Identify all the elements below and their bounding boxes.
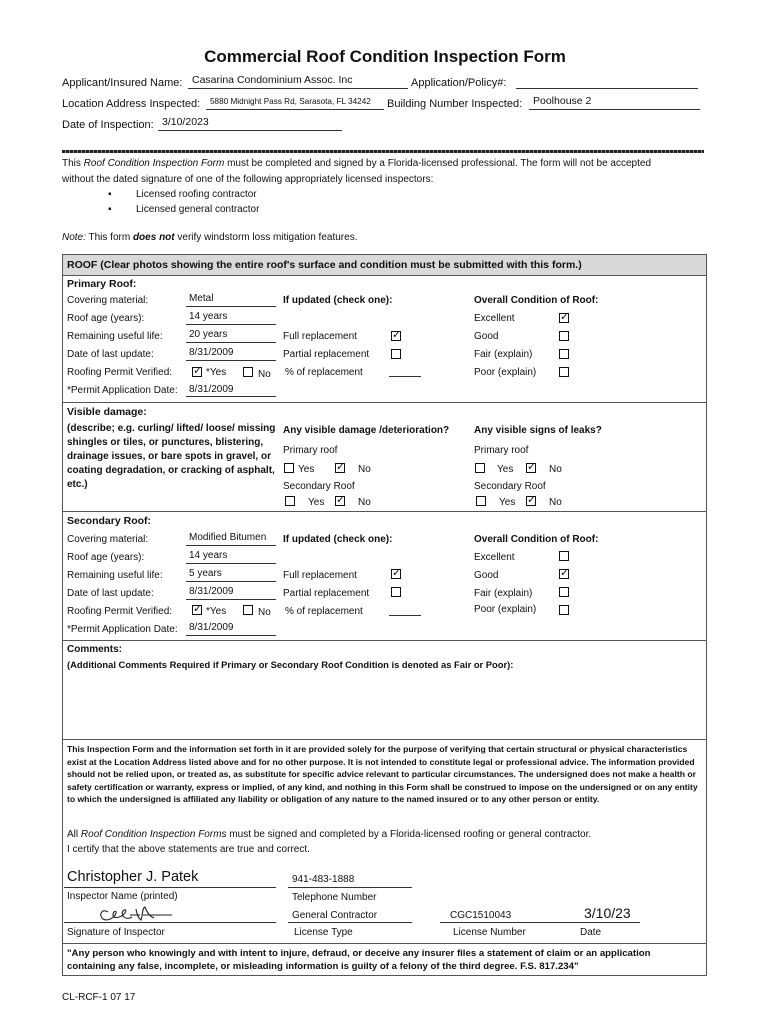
signature-label: Signature of Inspector: [67, 927, 165, 938]
secondary-permit-yes-checkbox[interactable]: [192, 605, 202, 615]
secondary-partial-label: Partial replacement: [283, 588, 370, 599]
primary-partial-label: Partial replacement: [283, 349, 370, 360]
secondary-covering[interactable]: Modified Bitumen: [189, 532, 267, 543]
license-type[interactable]: General Contractor: [292, 910, 378, 921]
primary-full-label: Full replacement: [283, 331, 357, 342]
primary-covering-label: Covering material:: [67, 295, 149, 306]
leaks-secondary-yes-label: Yes: [499, 497, 516, 508]
leaks-primary-yes-checkbox[interactable]: [475, 463, 485, 473]
primary-fair-label: Fair (explain): [474, 349, 533, 360]
bullet-roofing: Licensed roofing contractor: [136, 189, 257, 200]
license-number[interactable]: CGC1510043: [450, 910, 512, 921]
secondary-remaining[interactable]: 5 years: [189, 568, 222, 579]
secondary-last-update[interactable]: 8/31/2009: [189, 586, 234, 597]
secondary-permit-date[interactable]: 8/31/2009: [189, 622, 234, 633]
primary-good-checkbox[interactable]: [559, 331, 569, 341]
damage-question: Any visible damage /deterioration?: [283, 425, 450, 436]
primary-permit-date-label: *Permit Application Date:: [67, 385, 178, 396]
secondary-full-checkbox[interactable]: [391, 569, 401, 579]
primary-age[interactable]: 14 years: [189, 311, 228, 322]
policy-label: Application/Policy#:: [411, 77, 507, 89]
telephone-label: Telephone Number: [292, 892, 377, 903]
secondary-good-checkbox[interactable]: [559, 569, 569, 579]
applicant-value[interactable]: Casarina Condominium Assoc. Inc: [192, 74, 353, 86]
leaks-secondary-yes-checkbox[interactable]: [476, 496, 486, 506]
primary-poor-checkbox[interactable]: [559, 367, 569, 377]
leaks-secondary-label: Secondary Roof: [474, 481, 546, 492]
damage-primary-yes-checkbox[interactable]: [284, 463, 294, 473]
primary-if-updated: If updated (check one):: [283, 295, 393, 306]
secondary-fair-checkbox[interactable]: [559, 587, 569, 597]
secondary-permit-yes-label: *Yes: [206, 606, 227, 617]
secondary-permit-no-checkbox[interactable]: [243, 605, 253, 615]
inspector-name[interactable]: Christopher J. Patek: [67, 869, 199, 885]
primary-excellent-label: Excellent: [474, 313, 515, 324]
damage-primary-yes-label: Yes: [298, 464, 315, 475]
primary-last-update[interactable]: 8/31/2009: [189, 347, 234, 358]
secondary-poor-checkbox[interactable]: [559, 605, 569, 615]
secondary-good-label: Good: [474, 570, 499, 581]
secondary-permit-label: Roofing Permit Verified:: [67, 606, 173, 617]
location-value[interactable]: 5880 Midnight Pass Rd, Sarasota, FL 34242: [210, 97, 371, 106]
primary-remaining-label: Remaining useful life:: [67, 331, 163, 342]
leaks-secondary-no-label: No: [549, 497, 562, 508]
building-value[interactable]: Poolhouse 2: [533, 95, 592, 107]
primary-overall-label: Overall Condition of Roof:: [474, 295, 599, 306]
secondary-fair-label: Fair (explain): [474, 588, 533, 599]
primary-pct-label: % of replacement: [285, 367, 363, 378]
applicant-label: Applicant/Insured Name:: [62, 77, 183, 89]
primary-age-label: Roof age (years):: [67, 313, 145, 324]
primary-permit-yes-label: *Yes: [206, 367, 227, 378]
inspection-date[interactable]: 3/10/2023: [162, 116, 209, 128]
primary-permit-no-label: No: [258, 369, 271, 380]
signoff-date[interactable]: 3/10/23: [584, 905, 631, 921]
fraud-warning: "Any person who knowingly and with intent to injure, defraud, or deceive any insurer files a statement of claim or an application containing any false, incomplete, or misleading information is guilty of a felony of the third degree. F.S. 817.234": [67, 948, 651, 972]
secondary-heading: Secondary Roof:: [67, 515, 152, 527]
license-number-label: License Number: [453, 927, 526, 938]
building-label: Building Number Inspected:: [387, 98, 523, 110]
secondary-excellent-checkbox[interactable]: [559, 551, 569, 561]
leaks-primary-label: Primary roof: [474, 445, 529, 456]
primary-last-update-label: Date of last update:: [67, 349, 154, 360]
intro-line-2: without the dated signature of one of the following appropriately licensed inspectors:: [62, 174, 434, 185]
secondary-overall-label: Overall Condition of Roof:: [474, 534, 599, 545]
leaks-primary-yes-label: Yes: [497, 464, 514, 475]
damage-secondary-no-label: No: [358, 497, 371, 508]
comments-sub: (Additional Comments Required if Primary or Secondary Roof Condition is denoted as Fair or Poor):: [67, 659, 514, 670]
visible-heading: Visible damage:: [67, 406, 147, 418]
secondary-permit-no-label: No: [258, 607, 271, 618]
primary-fair-checkbox[interactable]: [559, 349, 569, 359]
visible-describe: (describe; e.g. curling/ lifted/ loose/ missing shingles or tiles, or punctures, blistering, drainage issues, or bare spots in gravel, or coating degradation, or cracking of asphalt, etc.): [67, 423, 276, 490]
inspector-name-label: Inspector Name (printed): [67, 891, 178, 902]
bullet-general: Licensed general contractor: [136, 204, 260, 215]
license-type-label: License Type: [294, 927, 353, 938]
leaks-secondary-no-checkbox[interactable]: [526, 496, 536, 506]
secondary-excellent-label: Excellent: [474, 552, 515, 563]
leaks-primary-no-checkbox[interactable]: [526, 463, 536, 473]
certify-line-1: All Roof Condition Inspection Forms must be signed and completed by a Florida-licensed roofing or general contractor.: [67, 829, 592, 840]
secondary-pct-label: % of replacement: [285, 606, 363, 617]
certify-line-2: I certify that the above statements are true and correct.: [67, 844, 310, 855]
damage-secondary-yes-label: Yes: [308, 497, 325, 508]
secondary-partial-checkbox[interactable]: [391, 587, 401, 597]
primary-poor-label: Poor (explain): [474, 367, 537, 378]
primary-permit-yes-checkbox[interactable]: [192, 367, 202, 377]
secondary-covering-label: Covering material:: [67, 534, 149, 545]
secondary-full-label: Full replacement: [283, 570, 357, 581]
primary-excellent-checkbox[interactable]: [559, 313, 569, 323]
primary-heading: Primary Roof:: [67, 278, 137, 290]
signoff-date-label: Date: [580, 927, 602, 938]
footer-code: CL-RCF-1 07 17: [62, 992, 136, 1003]
primary-remaining[interactable]: 20 years: [189, 329, 228, 340]
telephone[interactable]: 941-483-1888: [292, 874, 355, 885]
damage-primary-no-label: No: [358, 464, 371, 475]
damage-primary-no-checkbox[interactable]: [335, 463, 345, 473]
primary-covering[interactable]: Metal: [189, 293, 214, 304]
secondary-if-updated: If updated (check one):: [283, 534, 393, 545]
comments-heading: Comments:: [67, 644, 123, 655]
damage-secondary-no-checkbox[interactable]: [335, 496, 345, 506]
disclaimer: This Inspection Form and the information set forth in it are provided solely for the purpose of verifying that certain structural or physical characteristics exist at the Location Address listed above and for no other purpose. It is not intended to constitute legal or professional advice. The information provided should not be relied upon, or treated as, as substitute for specific advice relevant to particular circumstances. The undersigned does not make a health or safety certification or warranty, express or implied, of any kind, and nothing in this Form shall be construed to impose on the undersigned or on any entity to which the undersigned is affiliated any liability or obligation of any nature to the named insured or to any other person or entity.: [67, 744, 698, 805]
damage-secondary-yes-checkbox[interactable]: [285, 496, 295, 506]
secondary-permit-date-label: *Permit Application Date:: [67, 624, 178, 635]
leaks-question: Any visible signs of leaks?: [474, 425, 602, 436]
secondary-poor-label: Poor (explain): [474, 604, 537, 615]
comments-area[interactable]: [64, 672, 704, 738]
secondary-remaining-label: Remaining useful life:: [67, 570, 163, 581]
damage-secondary-label: Secondary Roof: [283, 481, 355, 492]
roof-header: ROOF (Clear photos showing the entire roof's surface and condition must be submitted with this form.): [67, 259, 582, 271]
leaks-primary-no-label: No: [549, 464, 562, 475]
primary-partial-checkbox[interactable]: [391, 349, 401, 359]
secondary-age[interactable]: 14 years: [189, 550, 228, 561]
secondary-age-label: Roof age (years):: [67, 552, 145, 563]
bullet-icon: ▪: [108, 189, 112, 200]
intro-line-1: This Roof Condition Inspection Form must be completed and signed by a Florida-licensed professional. The form will not be accepted: [62, 158, 652, 169]
primary-permit-no-checkbox[interactable]: [243, 367, 253, 377]
date-label: Date of Inspection:: [62, 119, 154, 131]
note: Note: This form does not verify windstorm loss mitigation features.: [62, 232, 358, 243]
primary-permit-label: Roofing Permit Verified:: [67, 367, 173, 378]
primary-good-label: Good: [474, 331, 499, 342]
primary-full-checkbox[interactable]: [391, 331, 401, 341]
separator: [62, 150, 704, 153]
page-title: Commercial Roof Condition Inspection Form: [204, 47, 566, 66]
secondary-last-update-label: Date of last update:: [67, 588, 154, 599]
damage-primary-label: Primary roof: [283, 445, 338, 456]
bullet-icon: ▪: [108, 204, 112, 215]
primary-permit-date[interactable]: 8/31/2009: [189, 384, 234, 395]
location-label: Location Address Inspected:: [62, 98, 201, 110]
